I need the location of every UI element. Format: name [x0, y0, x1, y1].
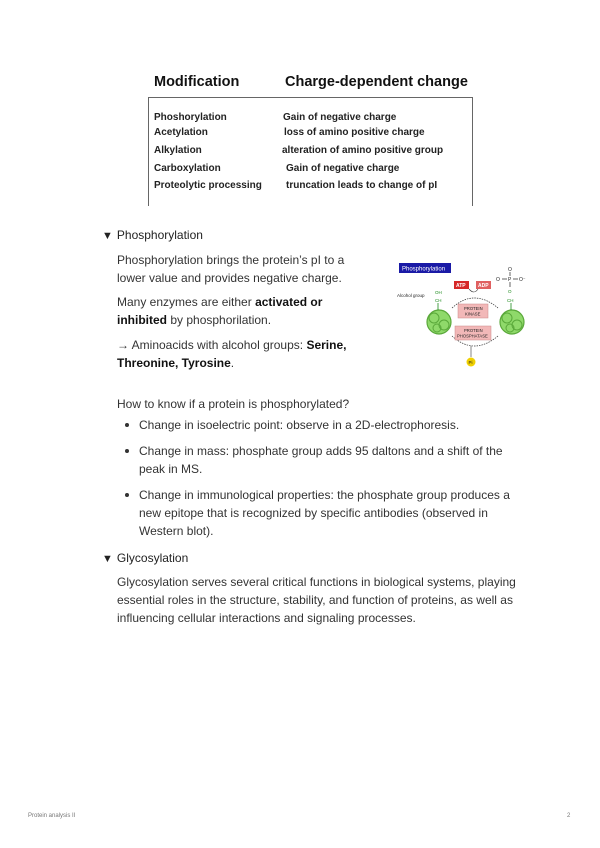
table-row	[148, 163, 473, 179]
toggle-phosphorylation[interactable]	[102, 228, 203, 242]
oh-label: OH	[435, 290, 442, 295]
list-item: Change in isoelectric point: observe in a 2D-electrophoresis.	[117, 416, 517, 434]
phospho-paragraph-1: Phosphorylation brings the protein’s pI to a lower value and provides negative charge.	[117, 253, 345, 285]
svg-text:O: O	[496, 277, 500, 283]
footer-title: Protein analysis II	[28, 813, 76, 819]
modification-cell: Phoshorylation	[154, 112, 227, 123]
detection-methods-list	[117, 416, 517, 548]
ch2-right-label: CH	[507, 298, 514, 303]
phospho-paragraph-2: Many enzymes are either activated or inhibited by phosphorilation.	[117, 295, 323, 327]
change-cell: Gain of negative charge	[283, 112, 397, 123]
list-item: Change in mass: phosphate group adds 95 daltons and a shift of the peak in MS.	[117, 442, 517, 478]
pi-label: Pi	[468, 360, 473, 365]
table-row	[148, 180, 473, 196]
change-cell: Gain of negative charge	[286, 163, 400, 174]
protein-left	[427, 310, 451, 334]
atp-label: ATP	[456, 283, 466, 289]
figure-title: Phosphorylation	[402, 266, 446, 273]
table-row	[148, 112, 473, 128]
header-charge-change: Charge-dependent change	[285, 74, 468, 90]
change-cell: loss of amino positive charge	[284, 127, 425, 138]
phosphatase-line2: PHOSPHATASE	[457, 333, 488, 339]
o-link-label: O	[508, 289, 512, 294]
modification-cell: Proteolytic processing	[154, 180, 262, 191]
toggle-glycosylation[interactable]	[102, 551, 188, 565]
page-number: 2	[567, 813, 571, 819]
header-modification: Modification	[154, 74, 240, 90]
kinase-line1: PROTEIN	[464, 306, 483, 311]
protein-right	[500, 310, 524, 334]
change-cell: alteration of amino positive group	[282, 145, 444, 156]
glycosylation-paragraph: Glycosylation serves several critical functions in biological systems, playing essential roles in the structure, stability, and function of proteins, as well as influencing cellular interactions and signaling processes.	[117, 575, 516, 625]
modification-cell: Carboxylation	[154, 163, 221, 174]
ch2-left-label: CH	[435, 298, 442, 303]
p-center-label: P	[508, 277, 512, 283]
modification-cell: Alkylation	[154, 145, 202, 156]
phosphorylation-diagram	[394, 260, 544, 370]
triangle-down-icon[interactable]: ▼	[102, 230, 113, 242]
phospho-paragraph-3: → Aminoacids with alcohol groups: Serine, Threonine, Tyrosine.	[117, 338, 347, 370]
header-rule	[148, 97, 473, 98]
o-top-label: O	[508, 267, 512, 273]
modification-cell: Acetylation	[154, 127, 208, 138]
toggle-label: Glycosylation	[116, 551, 189, 565]
adp-label: ADP	[478, 283, 489, 289]
o-minus-label: O⁻	[519, 277, 526, 283]
table-row	[148, 127, 473, 143]
phosphatase-line1: PROTEIN	[464, 328, 483, 333]
phospho-question: How to know if a protein is phosphorylated?	[117, 397, 350, 411]
table-row	[148, 145, 473, 161]
alcohol-group-label: Alcohol group	[397, 293, 425, 298]
modification-table	[148, 74, 473, 206]
toggle-label: Phosphorylation	[116, 228, 203, 242]
kinase-line2: KINASE	[465, 311, 481, 317]
triangle-down-icon[interactable]: ▼	[102, 553, 113, 565]
change-cell: truncation leads to change of pI	[286, 180, 438, 191]
list-item: Change in immunological properties: the phosphate group produces a new epitope that is recognized by specific antibodies (observed in Western blot).	[117, 486, 517, 540]
